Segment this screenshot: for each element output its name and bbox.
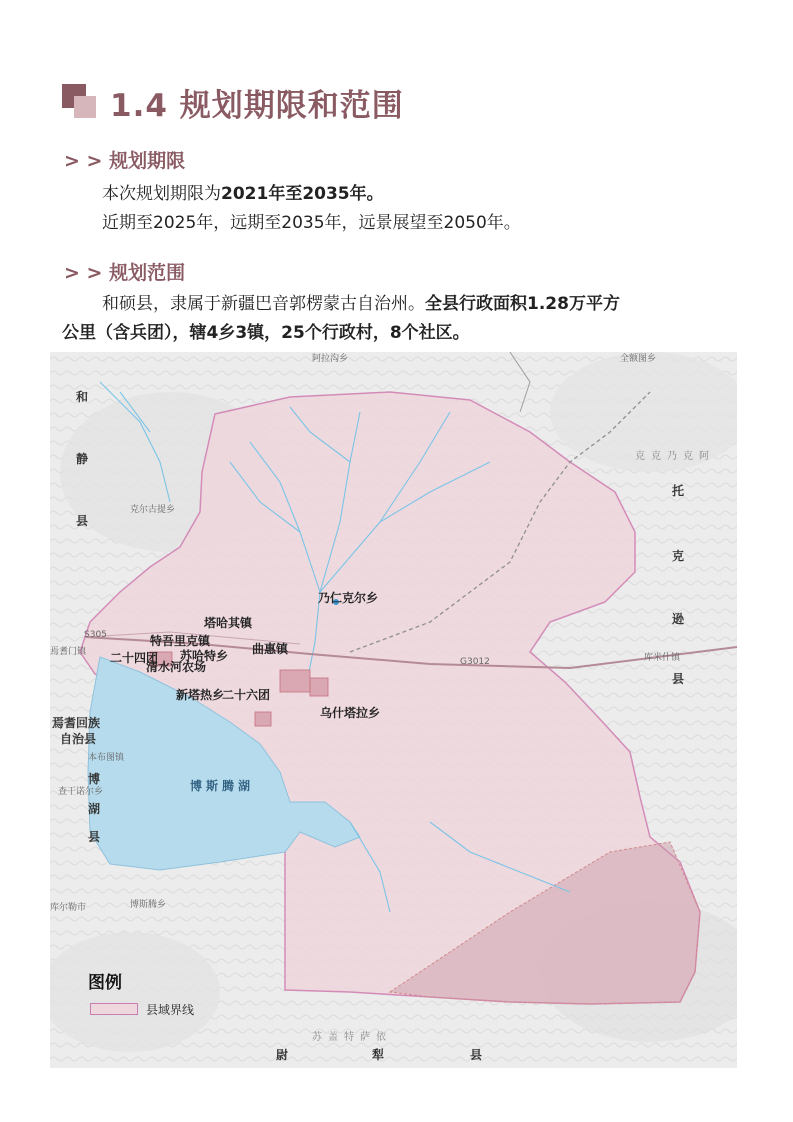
label-road-g: G3012 xyxy=(460,657,490,667)
label-hejing-3: 县 xyxy=(76,514,89,528)
label-yuli-1: 尉 xyxy=(276,1048,289,1062)
label-qinghui: 曲惠镇 xyxy=(252,642,289,656)
label-yanqi-town: 焉耆门镇 xyxy=(50,647,87,657)
label-kulamu: 库米什镇 xyxy=(644,653,681,663)
label-tewuli: 特吾里克镇 xyxy=(150,634,211,648)
legend-label: 县域界线 xyxy=(146,1003,195,1017)
label-kekenaike: 克克乃克阿 xyxy=(635,451,715,462)
label-lake: 博斯腾湖 xyxy=(190,779,255,793)
label-ershiliu: 二十六团 xyxy=(222,688,271,702)
label-tuokexun-3: 逊 xyxy=(672,612,685,626)
heading-squares-icon xyxy=(62,84,98,120)
section-title: 1.4 规划期限和范围 xyxy=(110,87,404,124)
label-benbutu: 本布图镇 xyxy=(88,753,125,763)
label-wushi: 乌什塔拉乡 xyxy=(320,706,381,720)
label-yanqi-1: 焉耆回族 xyxy=(52,716,101,730)
county-map xyxy=(50,352,737,1068)
section-heading xyxy=(62,78,404,126)
map-graphic xyxy=(50,352,737,1068)
label-tuokexun-4: 县 xyxy=(672,672,685,686)
label-tuokexun-1: 托 xyxy=(672,484,685,498)
period-line-1: 本次规划期限为2021年至2035年。 xyxy=(102,184,384,204)
label-chagan: 查干诺尔乡 xyxy=(58,787,104,797)
label-keergu: 克尔古提乡 xyxy=(130,505,176,515)
label-taha: 塔哈其镇 xyxy=(204,616,253,630)
label-yanqi-2: 自治县 xyxy=(60,732,97,746)
legend-boundary-swatch xyxy=(90,1003,138,1015)
label-kala: 库尔勒市 xyxy=(50,903,87,913)
label-aladou: 阿拉沟乡 xyxy=(312,354,349,364)
label-xintaresu: 新塔热乡 xyxy=(176,688,225,702)
label-road-s: S305 xyxy=(84,630,107,640)
scope-line-2: 公里（含兵团），辖4乡3镇，25个行政村，8个社区。 xyxy=(62,323,470,343)
label-hejing-1: 和 xyxy=(76,390,89,404)
scope-line-1: 和硕县，隶属于新疆巴音郭楞蒙古自治州。全县行政面积1.28万平方 xyxy=(102,294,620,314)
label-suge: 苏盖特萨依 xyxy=(312,1032,392,1043)
label-yuli-2: 犁 xyxy=(372,1048,385,1062)
period-line-2: 近期至2025年，远期至2035年，远景展望至2050年。 xyxy=(102,213,521,233)
label-bohu-3: 县 xyxy=(88,830,101,844)
label-bohu-1: 博 xyxy=(88,772,101,786)
label-bosteng: 博斯腾乡 xyxy=(130,900,167,910)
label-ershisi: 二十四团 xyxy=(110,651,159,665)
period-heading: > > 规划期限 xyxy=(64,150,186,172)
label-bohu-2: 湖 xyxy=(88,802,101,816)
legend-title: 图例 xyxy=(88,973,122,993)
label-suhate: 苏哈特乡 xyxy=(180,649,229,663)
label-top-right: 全额图乡 xyxy=(620,354,657,364)
label-nairen: 乃仁克尔乡 xyxy=(318,591,379,605)
label-qingshuihe: 清水河农场 xyxy=(146,660,207,674)
scope-heading: > > 规划范围 xyxy=(64,262,186,284)
label-hejing-2: 静 xyxy=(76,452,89,466)
label-tuokexun-2: 克 xyxy=(672,549,685,563)
label-yuli-3: 县 xyxy=(470,1048,483,1062)
